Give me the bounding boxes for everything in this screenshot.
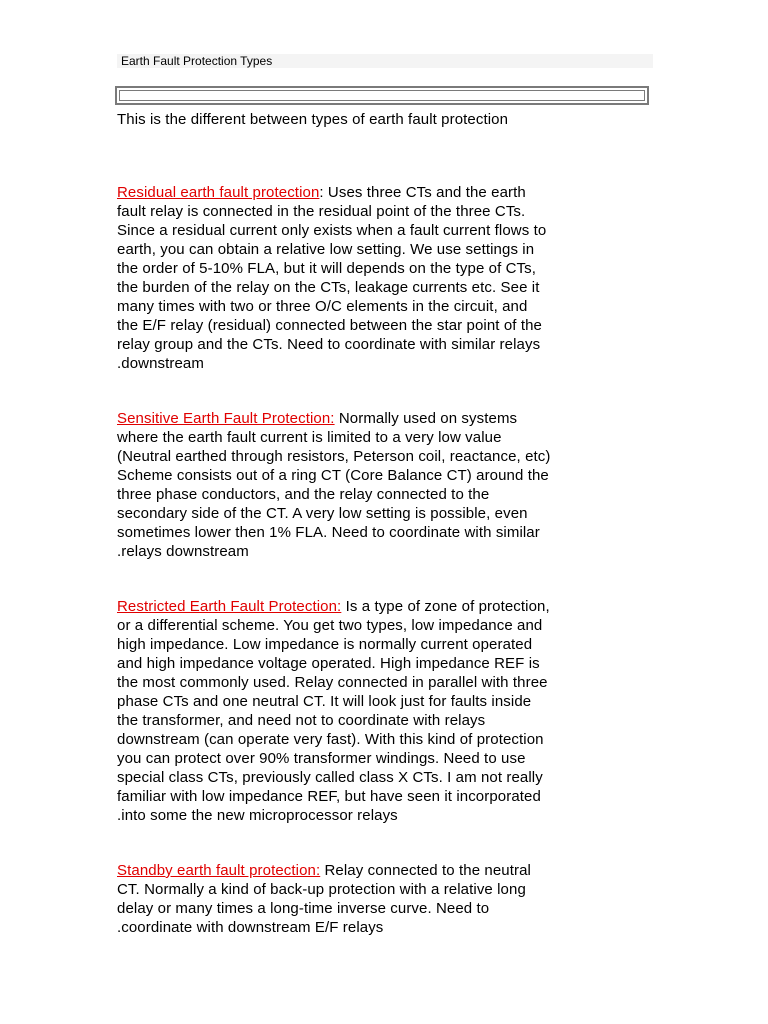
section-line: many times with two or three O/C elements in the circuit, and (117, 298, 528, 315)
section-line: secondary side of the CT. A very low setting is possible, even (117, 505, 528, 522)
section-line: the burden of the relay on the CTs, leakage currents etc. See it (117, 279, 540, 296)
section-residual (117, 183, 657, 373)
section-line: .into some the new microprocessor relays (117, 807, 398, 824)
section-line: delay or many times a long-time inverse curve. Need to (117, 900, 490, 917)
section-line: or a differential scheme. You get two types, low impedance and (117, 617, 543, 634)
section-line: CT. Normally a kind of back-up protection with a relative long (117, 881, 526, 898)
section-line: earth, you can obtain a relative low setting. We use settings in (117, 241, 535, 258)
section-line: and high impedance voltage operated. High impedance REF is (117, 655, 540, 672)
section-line: .coordinate with downstream E/F relays (117, 919, 384, 936)
section-line: Normally used on systems (334, 410, 518, 427)
section-line: downstream (can operate very fast). With this kind of protection (117, 731, 544, 748)
section-line: : Uses three CTs and the earth (319, 184, 526, 201)
section-line: where the earth fault current is limited to a very low value (117, 429, 502, 446)
section-term: Residual earth fault protection (117, 184, 320, 201)
section-line: the most commonly used. Relay connected in parallel with three (117, 674, 548, 691)
section-first-line (117, 597, 657, 616)
section-restricted (117, 597, 657, 825)
section-line: you can protect over 90% transformer windings. Need to use (117, 750, 526, 767)
section-line: familiar with low impedance REF, but have seen it incorporated (117, 788, 541, 805)
section-line: Scheme consists out of a ring CT (Core Balance CT) around the (117, 467, 549, 484)
empty-text-box-inner (119, 90, 645, 101)
section-term: Standby earth fault protection: (117, 862, 321, 879)
section-line: .downstream (117, 355, 204, 372)
empty-text-box (115, 86, 649, 105)
section-line: the order of 5-10% FLA, but it will depends on the type of CTs, (117, 260, 537, 277)
section-line: special class CTs, previously called class X CTs. I am not really (117, 769, 543, 786)
section-line: Since a residual current only exists when a fault current flows to (117, 222, 547, 239)
section-first-line (117, 861, 657, 880)
section-line: phase CTs and one neutral CT. It will look just for faults inside (117, 693, 532, 710)
section-line: (Neutral earthed through resistors, Peterson coil, reactance, etc) (117, 448, 551, 465)
section-line: .relays downstream (117, 543, 249, 560)
section-line: fault relay is connected in the residual point of the three CTs. (117, 203, 526, 220)
intro-text: This is the different between types of earth fault protection (117, 111, 509, 128)
section-first-line (117, 183, 657, 202)
section-sensitive (117, 409, 657, 561)
section-line: the transformer, and need not to coordinate with relays (117, 712, 486, 729)
section-term: Restricted Earth Fault Protection: (117, 598, 342, 615)
section-line: the E/F relay (residual) connected between the star point of the (117, 317, 542, 334)
section-line: Relay connected to the neutral (320, 862, 531, 879)
section-line: relay group and the CTs. Need to coordinate with similar relays (117, 336, 541, 353)
section-first-line (117, 409, 657, 428)
section-line: sometimes lower then 1% FLA. Need to coordinate with similar (117, 524, 540, 541)
section-standby (117, 861, 657, 937)
section-line: high impedance. Low impedance is normally current operated (117, 636, 533, 653)
document-title: Earth Fault Protection Types (121, 54, 273, 68)
section-term: Sensitive Earth Fault Protection: (117, 410, 335, 427)
section-line: three phase conductors, and the relay connected to the (117, 486, 490, 503)
section-line: Is a type of zone of protection, (341, 598, 550, 615)
